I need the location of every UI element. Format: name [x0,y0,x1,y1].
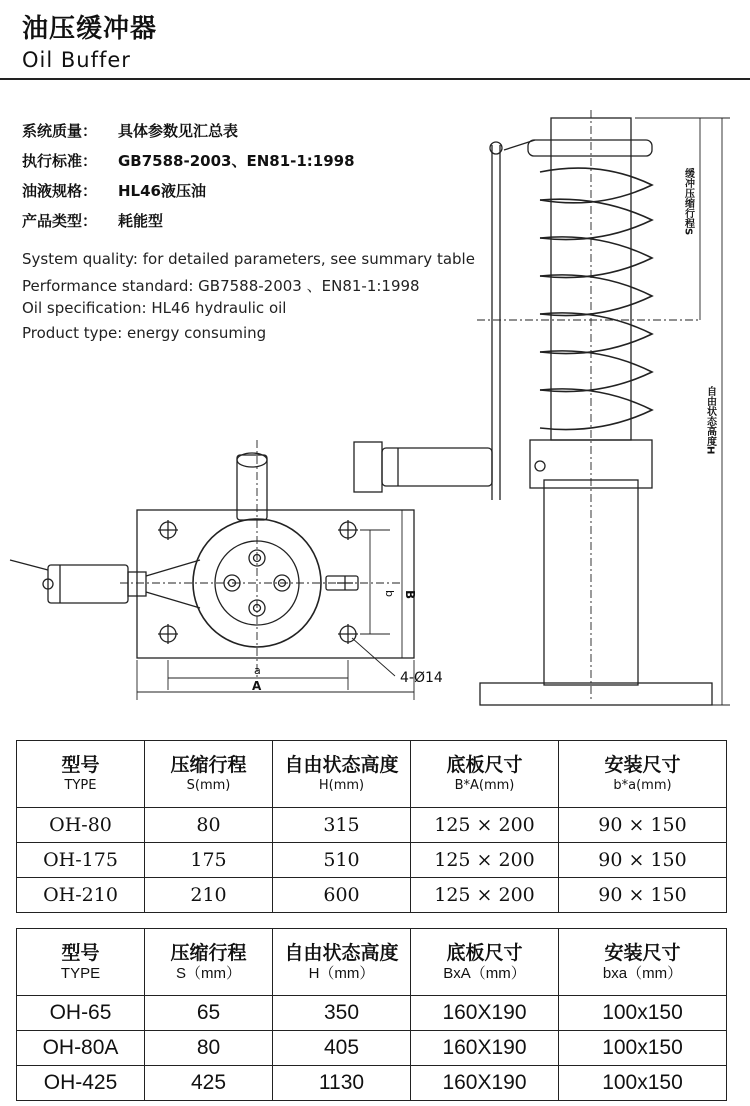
table-row [17,996,727,1031]
cell-base: 160X190 [411,1031,559,1066]
title-divider [0,78,750,80]
cell-type: OH-175 [17,843,145,878]
cell-stroke: 175 [145,843,273,878]
page-subtitle: Oil Buffer [22,48,131,72]
spec-label: 产品类型： [22,212,98,230]
cell-base: 125 × 200 [411,843,559,878]
cell-height: 1130 [273,1066,411,1101]
spec-value: HL46液压油 [118,182,206,200]
table-row [17,1066,727,1101]
spec-en-standard: Performance standard: GB7588-2003 、EN81-1:1998 [22,277,420,295]
header-cn: 自由状态高度 [284,942,399,964]
table-header-row [17,929,727,996]
spec-label: 执行标准： [22,152,98,170]
spec-value: 具体参数见汇总表 [118,122,239,140]
dim-label-A: A [252,679,262,693]
header-stroke [145,741,273,808]
stroke-dim-label: 缓冲压缩行程S [682,168,694,236]
header-en: TYPE [60,965,101,982]
dim-label-B: B [403,590,417,600]
side-centerline [477,110,700,700]
cell-install: 100x150 [559,1066,727,1101]
cell-height: 510 [273,843,411,878]
header-cn: 压缩行程 [170,942,247,964]
cell-base: 125 × 200 [411,808,559,843]
cell-height: 600 [273,878,411,913]
spec-en-oil: Oil specification: HL46 hydraulic oil [22,299,287,317]
cell-install: 90 × 150 [559,878,727,913]
header-en: S(mm) [186,778,231,793]
cell-stroke: 80 [145,808,273,843]
cell-base: 125 × 200 [411,878,559,913]
table-row [17,1031,727,1066]
cell-stroke: 65 [145,996,273,1031]
oil-buffer-diagram [0,90,750,715]
base-plate-outline [137,510,414,658]
header-en: b*a(mm) [613,778,672,793]
table-row [17,843,727,878]
dim-label-a: a [254,664,261,677]
header-cn: 型号 [61,754,100,776]
side-switch [10,560,200,608]
dimension-lines [137,510,414,700]
header-cn: 安装尺寸 [604,942,681,964]
cell-type: OH-425 [17,1066,145,1101]
cell-base: 160X190 [411,1066,559,1101]
header-type [17,929,145,996]
header-install [559,741,727,808]
spec-table-2 [16,928,727,1101]
header-stroke [145,929,273,996]
cell-height: 350 [273,996,411,1031]
spec-label: 系统质量： [22,122,98,140]
header-cn: 压缩行程 [170,754,247,776]
header-en: bxa（mm） [602,965,683,982]
cell-install: 100x150 [559,996,727,1031]
spec-label: 油液规格： [22,182,98,200]
base-flange [480,683,712,705]
spec-table-1 [16,740,727,913]
header-cn: 底板尺寸 [446,754,523,776]
top-plate [528,140,652,156]
header-base [411,929,559,996]
header-en: H（mm） [308,965,375,982]
cell-type: OH-65 [17,996,145,1031]
cell-stroke: 80 [145,1031,273,1066]
header-en: B*A(mm) [454,778,515,793]
header-height [273,741,411,808]
page-title: 油压缓冲器 [22,14,158,44]
spec-value: 耗能型 [118,212,164,230]
header-base [411,741,559,808]
header-en: H(mm) [318,778,365,793]
cell-type: OH-80A [17,1031,145,1066]
spring-coils [540,168,652,429]
cell-stroke: 425 [145,1066,273,1101]
cell-type: OH-210 [17,878,145,913]
header-en: BxA（mm） [443,965,526,982]
cell-install: 90 × 150 [559,843,727,878]
header-install [559,929,727,996]
cell-install: 90 × 150 [559,808,727,843]
cell-type: OH-80 [17,808,145,843]
table-row [17,878,727,913]
height-dim-label: 自由状态高度H [704,386,716,455]
cell-stroke: 210 [145,878,273,913]
table-header-row [17,741,727,808]
spec-en-quality: System quality: for detailed parameters, see summary table [22,250,475,268]
spec-en-type: Product type: energy consuming [22,324,267,342]
cell-height: 405 [273,1031,411,1066]
header-type [17,741,145,808]
header-en: TYPE [64,778,97,793]
header-cn: 型号 [61,942,100,964]
cell-base: 160X190 [411,996,559,1031]
cell-install: 100x150 [559,1031,727,1066]
header-en: S（mm） [176,965,241,982]
dim-label-b: b [383,590,396,597]
cell-height: 315 [273,808,411,843]
table-row [17,808,727,843]
header-cn: 底板尺寸 [446,942,523,964]
spec-value: GB7588-2003、EN81-1:1998 [118,152,355,170]
hole-spec-label: 4-Ø14 [400,670,443,686]
header-height [273,929,411,996]
header-cn: 自由状态高度 [284,754,399,776]
header-cn: 安装尺寸 [604,754,681,776]
